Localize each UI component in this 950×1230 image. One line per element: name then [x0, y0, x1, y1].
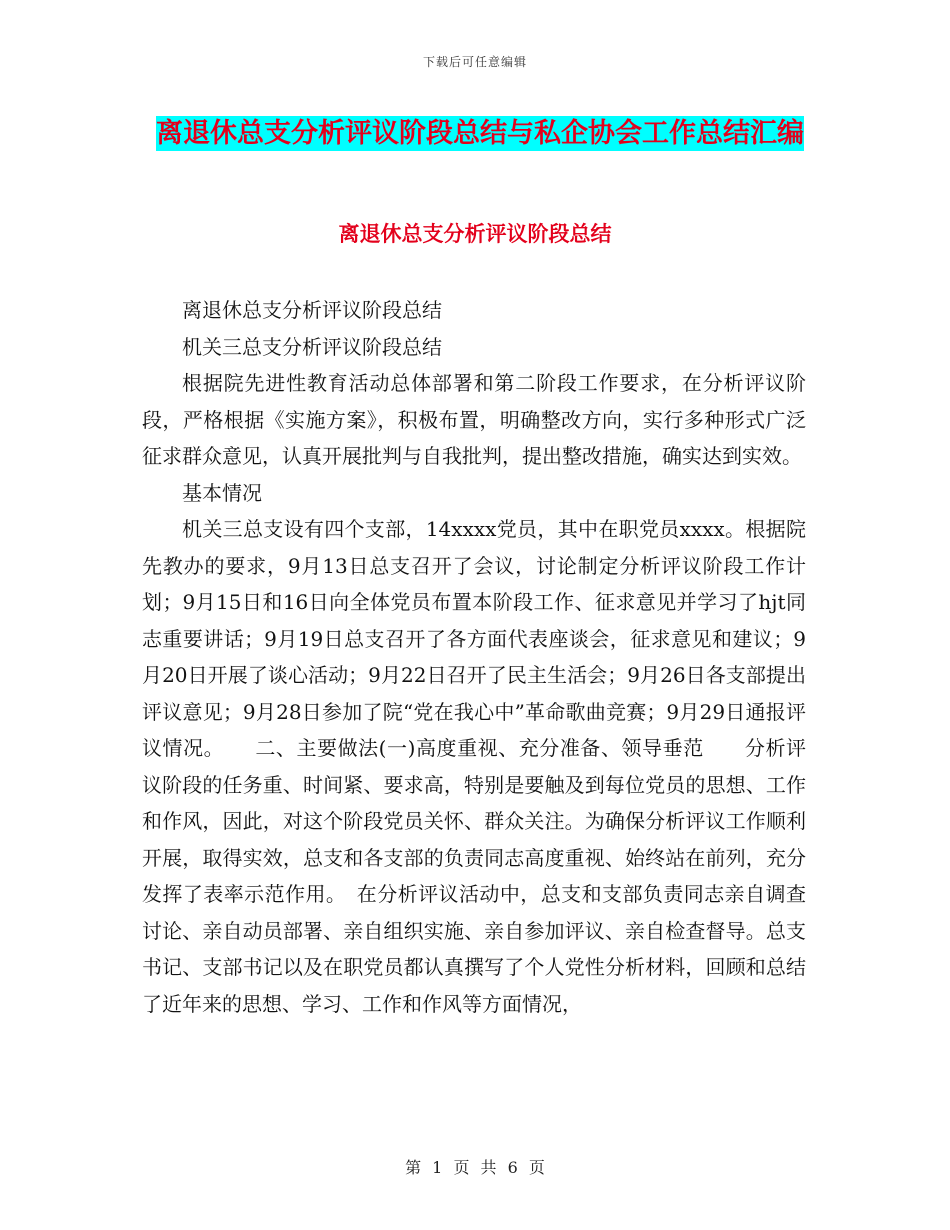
document-title-text: 离退休总支分析评议阶段总结与私企协会工作总结汇编 — [156, 118, 804, 149]
document-title — [140, 108, 820, 160]
paragraph: 基本情况 — [182, 480, 262, 505]
section-title: 离退休总支分析评议阶段总结 — [338, 222, 612, 246]
document-body — [142, 292, 806, 1022]
paragraph: 机关三总支设有四个支部，14xxxx党员，其中在职党员xxxx。根据院先教办的要求，9月13日总支召开了会议，讨论制定分析评议阶段工作计划；9月15日和16日向全体党员布置本阶段工作、征求意见并学习了hjt同志重要讲话；9月19日总支召开了各方面代表座谈会，征求意见和建议；9月20日开展了谈心活动；9月22日召开了民主生活会；9月26日各支部提出评议意见；9月28日参加了院“党在我心中”革命歌曲竞赛；9月29日通报评议情况。 二、主要做法(一)高度重视、充分准备、领导垂范 分析评议阶段的任务重、时间紧、要求高，特别是要触及到每位党员的思想、工作和作风，因此，对这个阶段党员关怀、群众关注。为确保分析评议工作顺利开展，取得实效，总支和各支部的负责同志高度重视、始终站在前列，充分发挥了表率示范作用。 在分析评议活动中，总支和支部负责同志亲自调查讨论、亲自动员部署、亲自组织实施、亲自参加评议、亲自检查督导。总支书记、支部书记以及在职党员都认真撰写了个人党性分析材料，回顾和总结了近年来的思想、学习、工作和作风等方面情况， — [142, 517, 806, 1016]
paragraph: 根据院先进性教育活动总体部署和第二阶段工作要求，在分析评议阶段，严格根据《实施方案》，积极布置，明确整改方向，实行多种形式广泛征求群众意见，认真开展批判与自我批判，提出整改措施，确实达到实效。 — [142, 371, 806, 468]
page-number: 第 1 页 共 6 页 — [405, 1158, 545, 1177]
paragraph: 机关三总支分析评议阶段总结 — [182, 334, 442, 359]
header-note: 下载后可任意编辑 — [422, 55, 527, 69]
paragraph: 离退休总支分析评议阶段总结 — [182, 298, 442, 322]
